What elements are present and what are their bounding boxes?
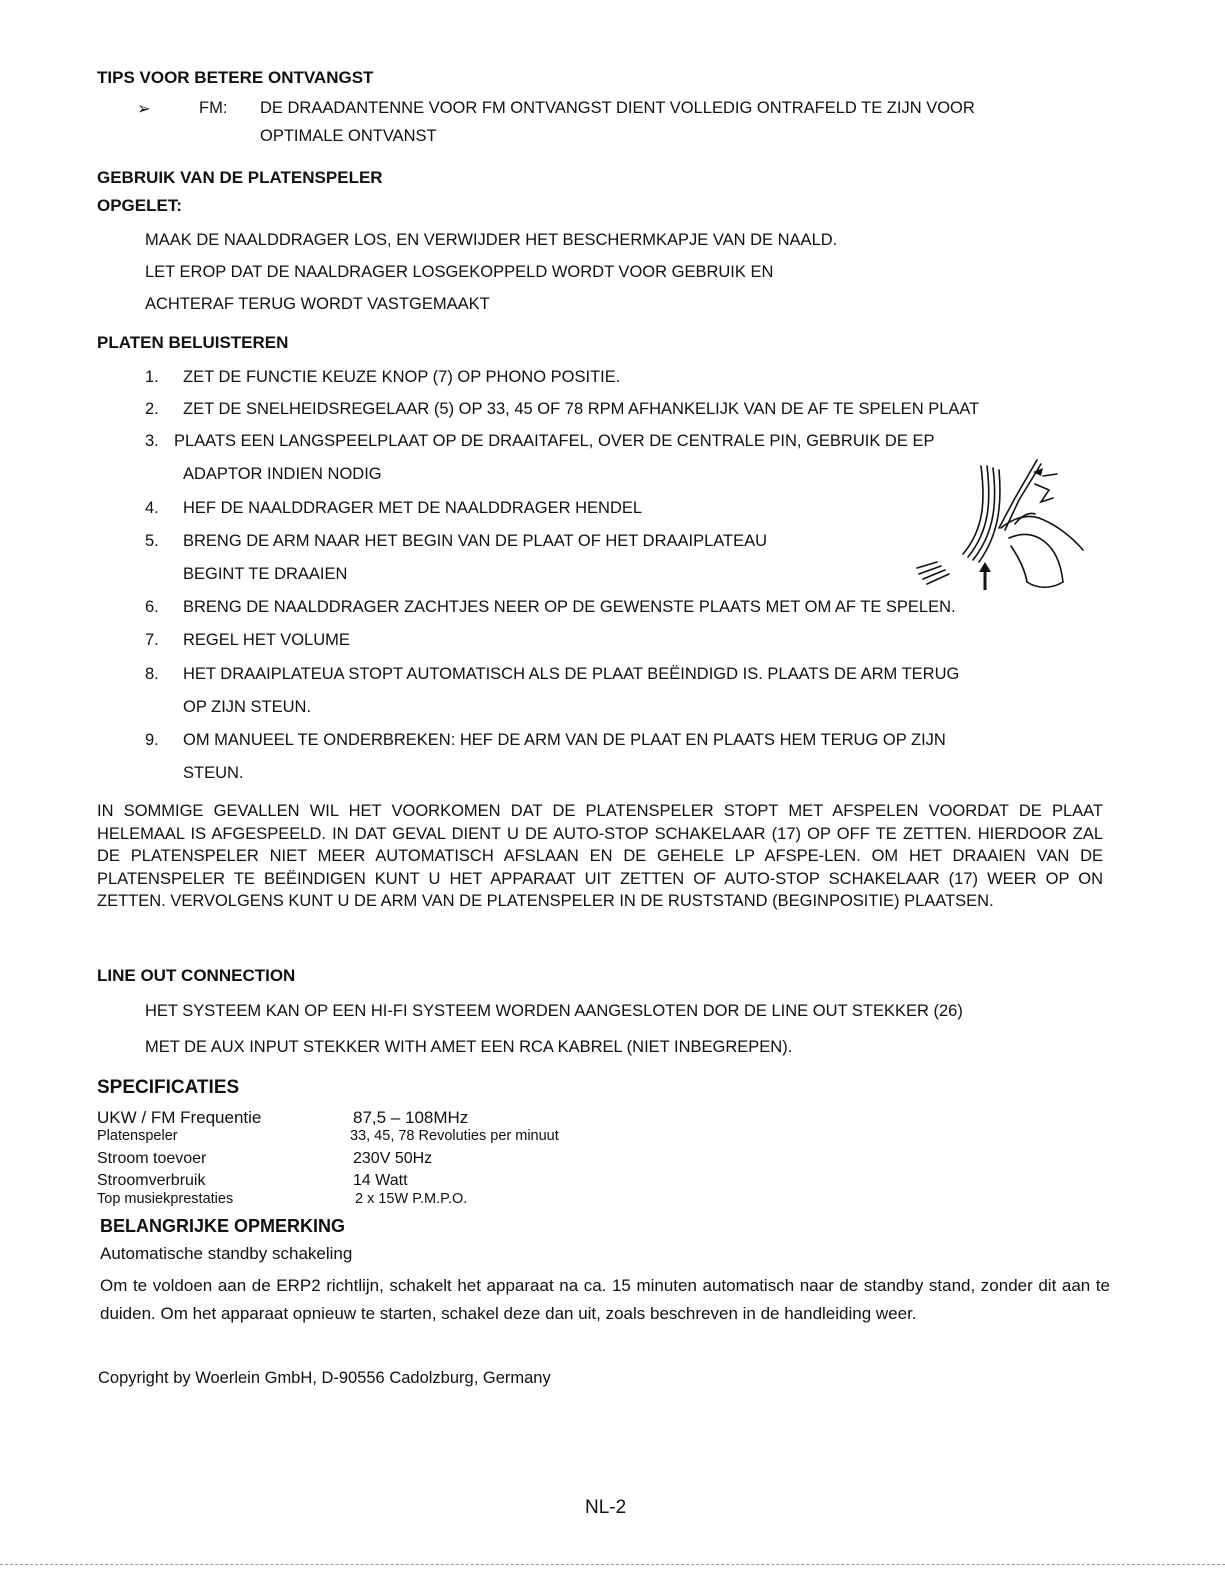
step-text: PLAATS EEN LANGSPEELPLAAT OP DE DRAAITAFEL, OVER DE CENTRALE PIN, GEBRUIK DE EP — [174, 432, 935, 450]
caution-line-2: LET EROP DAT DE NAALDRAGER LOSGEKOPPELD WORDT VOOR GEBRUIK EN — [145, 263, 774, 281]
listening-heading: PLATEN BELUISTEREN — [97, 333, 289, 352]
spec-label: Stroomverbruik — [97, 1172, 206, 1189]
spec-value: 33, 45, 78 Revoluties per minuut — [350, 1128, 559, 1144]
step-number: 4. — [145, 499, 159, 517]
step-number: 9. — [145, 731, 159, 749]
caution-line-1: MAAK DE NAALDDRAGER LOS, EN VERWIJDER HET BESCHERMKAPJE VAN DE NAALD. — [145, 231, 838, 249]
step-continuation: ADAPTOR INDIEN NODIG — [183, 465, 382, 483]
step-text: HET DRAAIPLATEUA STOPT AUTOMATISCH ALS DE PLAAT BEËINDIGD IS. PLAATS DE ARM TERUG — [183, 665, 960, 683]
spec-label: UKW / FM Frequentie — [97, 1108, 262, 1127]
caution-line-3: ACHTERAF TERUG WORDT VASTGEMAAKT — [145, 295, 490, 313]
step-item — [145, 598, 956, 617]
spec-label: Top musiekprestaties — [97, 1191, 234, 1207]
tips-heading: TIPS VOOR BETERE ONTVANGST — [97, 68, 374, 87]
turntable-use-heading: GEBRUIK VAN DE PLATENSPELER — [97, 168, 383, 187]
step-text: REGEL HET VOLUME — [183, 631, 350, 649]
step-number: 3. — [145, 432, 159, 450]
line-out-line-2: MET DE AUX INPUT STEKKER WITH AMET EEN RCA KABREL (NIET INBEGREPEN). — [145, 1038, 793, 1056]
step-number: 6. — [145, 598, 159, 616]
step-text: ZET DE SNELHEIDSREGELAAR (5) OP 33, 45 OF 78 RPM AFHANKELIJK VAN DE AF TE SPELEN PLAAT — [183, 400, 980, 418]
step-item — [145, 368, 620, 387]
step-continuation: OP ZIJN STEUN. — [183, 698, 312, 716]
spec-value: 14 Watt — [353, 1172, 408, 1189]
specs-heading: SPECIFICATIES — [97, 1077, 240, 1098]
spec-value: 230V 50Hz — [353, 1150, 433, 1167]
line-out-heading: LINE OUT CONNECTION — [97, 966, 296, 985]
step-item — [145, 532, 767, 551]
step-text: OM MANUEEL TE ONDERBREKEN: HEF DE ARM VAN DE PLAAT EN PLAATS HEM TERUG OP ZIJN — [183, 731, 946, 749]
fm-label: FM: — [199, 99, 228, 117]
autostop-paragraph: IN SOMMIGE GEVALLEN WIL HET VOORKOMEN DAT DE PLATENSPELER STOPT MET AFSPELEN VOORDAT DE PLAAT HELEMAAL IS AFGESPEELD. IN DAT GEVAL DIENT U DE AUTO-STOP SCHAKELAAR (17) OP OFF TE ZETTEN. HIERDOOR ZAL DE PLATENSPELER NIET MEER AUTOMATISCH AFSLAAN EN DE GEHELE LP AFSPE-LEN. OM HET DRAAIEN VAN DE PLATENSPELER TE BEËINDIGEN KUNT U HET APPARAAT UIT ZETTEN OF AUTO-STOP SCHAKELAAR (17) WEER OP ON ZETTEN. VERVOLGENS KUNT U DE ARM VAN DE PLATENSPELER IN DE RUSTSTAND (BEGINPOSITIE) PLAATSEN. — [97, 802, 1103, 910]
step-item — [145, 731, 946, 750]
spec-value: 2 x 15W P.M.P.O. — [355, 1191, 468, 1207]
page-bottom-divider — [0, 1564, 1225, 1565]
caution-heading: OPGELET: — [97, 196, 183, 215]
fm-tip-line-1: DE DRAADANTENNE VOOR FM ONTVANGST DIENT VOLLEDIG ONTRAFELD TE ZIJN VOOR — [260, 99, 975, 117]
step-text: BRENG DE ARM NAAR HET BEGIN VAN DE PLAAT OF HET DRAAIPLATEAU — [183, 532, 768, 550]
step-number: 7. — [145, 631, 159, 649]
step-item — [145, 631, 350, 650]
step-number: 5. — [145, 532, 159, 550]
spec-value: 87,5 – 108MHz — [353, 1108, 469, 1127]
important-text: Om te voldoen aan de ERP2 richtlijn, schakelt het apparaat na ca. 15 minuten automatisch naar de standby stand, zonder dit aan te duiden. Om het apparaat opnieuw te starten, schakel deze dan uit, zoals beschreven in de handleiding weer. — [100, 1276, 1110, 1323]
step-number: 8. — [145, 665, 159, 683]
spec-label: Stroom toevoer — [97, 1150, 207, 1167]
page-number: NL-2 — [585, 1497, 627, 1518]
step-number: 2. — [145, 400, 159, 418]
step-item — [145, 499, 642, 518]
step-item — [145, 432, 934, 451]
step-item — [145, 665, 959, 684]
important-subheading: Automatische standby schakeling — [100, 1244, 353, 1263]
step-text: BRENG DE NAALDDRAGER ZACHTJES NEER OP DE GEWENSTE PLAATS MET OM AF TE SPELEN. — [183, 598, 956, 616]
copyright-text: Copyright by Woerlein GmbH, D-90556 Cadolzburg, Germany — [98, 1369, 551, 1387]
spec-label: Platenspeler — [97, 1128, 178, 1144]
step-continuation: BEGINT TE DRAAIEN — [183, 565, 348, 583]
step-item — [145, 400, 979, 419]
tonearm-hand-illustration — [915, 458, 1095, 593]
bullet-arrow-icon: ➢ — [137, 100, 151, 118]
important-heading: BELANGRIJKE OPMERKING — [100, 1216, 346, 1236]
step-text: ZET DE FUNCTIE KEUZE KNOP (7) OP PHONO POSITIE. — [183, 368, 621, 386]
step-number: 1. — [145, 368, 159, 386]
step-continuation: STEUN. — [183, 764, 244, 782]
step-text: HEF DE NAALDDRAGER MET DE NAALDDRAGER HENDEL — [183, 499, 643, 517]
fm-tip-line-2: OPTIMALE ONTVANST — [260, 127, 437, 145]
line-out-line-1: HET SYSTEEM KAN OP EEN HI-FI SYSTEEM WORDEN AANGESLOTEN DOR DE LINE OUT STEKKER (26) — [145, 1002, 963, 1020]
